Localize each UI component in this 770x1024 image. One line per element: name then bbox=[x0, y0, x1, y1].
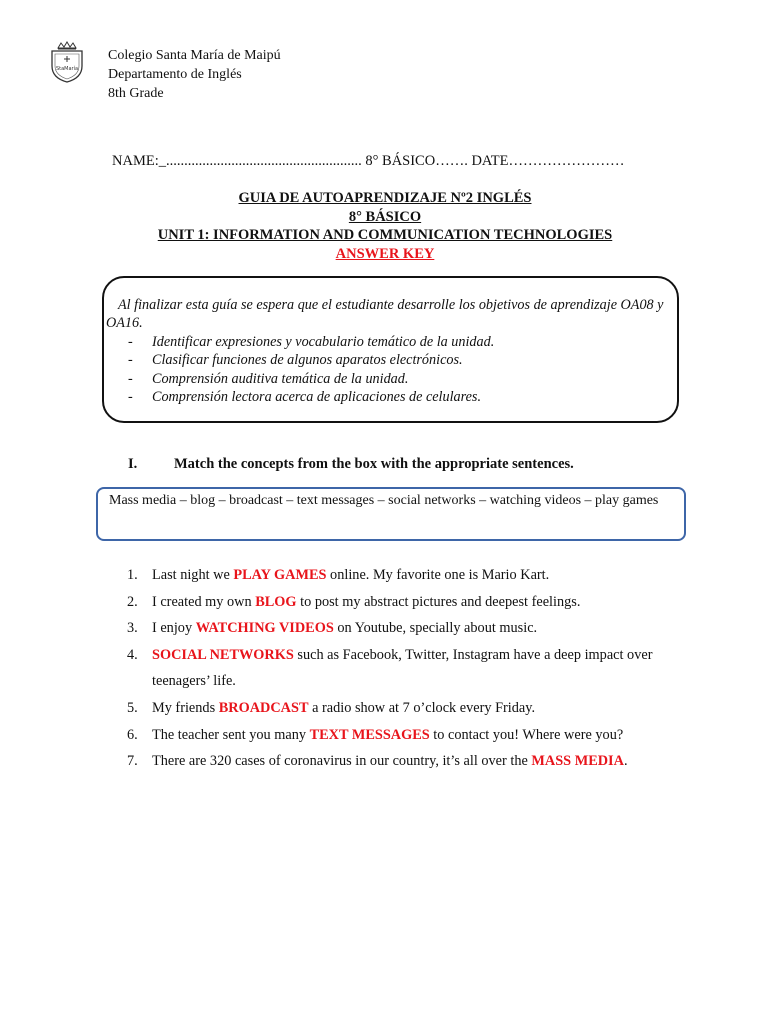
student-info-line: NAME:_...................................................... 8° BÁSICO……. DATE…………………… bbox=[112, 153, 625, 169]
answer-text: BROADCAST bbox=[218, 699, 309, 716]
exercise-sentences bbox=[127, 562, 687, 775]
crest-text: StaMaría bbox=[55, 66, 79, 72]
sentence-text: The teacher sent you many bbox=[152, 726, 310, 743]
objective-item: - Comprensión lectora acerca de aplicaciones de celulares. bbox=[128, 388, 676, 406]
answer-text: WATCHING VIDEOS bbox=[195, 620, 334, 637]
answer-text: TEXT MESSAGES bbox=[309, 726, 430, 743]
sentence-text: online. My favorite one is Mario Kart. bbox=[326, 567, 550, 583]
sentence-text: . bbox=[623, 753, 628, 770]
answer-text: SOCIAL NETWORKS bbox=[152, 646, 294, 663]
sentence-text: on Youtube, specially about music. bbox=[333, 620, 538, 637]
answer-text: MASS MEDIA bbox=[531, 753, 624, 770]
sentence-text: to post my abstract pictures and deepest feelings. bbox=[296, 593, 581, 610]
unit-title: UNIT 1: INFORMATION AND COMMUNICATION TECHNOLOGIES bbox=[157, 227, 613, 243]
objectives-text bbox=[106, 296, 676, 406]
objectives-intro: Al finalizar esta guía se espera que el estudiante desarrolle los objetivos de aprendizaje OA08 y OA16. bbox=[106, 297, 664, 332]
sentence-text: My friends bbox=[152, 699, 219, 716]
school-crest-logo bbox=[48, 40, 86, 84]
section-instruction: Match the concepts from the box with the appropriate sentences. bbox=[174, 456, 574, 472]
sentence-text: Last night we bbox=[152, 567, 234, 583]
word-bank-text: Mass media – blog – broadcast – text messages – social networks – watching videos – play games bbox=[109, 493, 659, 508]
item-number: 4. bbox=[127, 646, 138, 663]
item-number: 6. bbox=[127, 726, 138, 743]
list-item bbox=[127, 748, 687, 775]
list-item bbox=[127, 642, 687, 695]
objective-item: - Comprensión auditiva temática de la unidad. bbox=[128, 370, 676, 388]
item-number: 7. bbox=[127, 753, 138, 770]
sentence-text: a radio show at 7 o’clock every Friday. bbox=[308, 699, 536, 716]
school-header bbox=[108, 46, 281, 103]
list-item bbox=[127, 615, 687, 642]
list-item bbox=[127, 589, 687, 616]
sentence-text: I created my own bbox=[152, 593, 256, 610]
department-name: Departamento de Inglés bbox=[108, 67, 242, 82]
item-number: 3. bbox=[127, 620, 138, 637]
item-number: 1. bbox=[127, 567, 138, 583]
list-item bbox=[127, 562, 687, 589]
objective-item: - Clasificar funciones de algunos aparatos electrónicos. bbox=[128, 351, 676, 369]
item-number: 5. bbox=[127, 699, 138, 716]
course-title: 8° BÁSICO bbox=[348, 208, 422, 225]
item-number: 2. bbox=[127, 593, 138, 610]
sentence-text: to contact you! Where were you? bbox=[429, 726, 624, 743]
list-item bbox=[127, 722, 687, 749]
sentence-text: There are 320 cases of coronavirus in our country, it’s all over the bbox=[152, 753, 532, 770]
section-number: I. bbox=[128, 456, 138, 472]
school-name: Colegio Santa María de Maipú bbox=[108, 48, 281, 63]
grade-label: 8th Grade bbox=[108, 86, 164, 101]
section-1-heading bbox=[128, 456, 574, 473]
document-title bbox=[0, 189, 770, 263]
list-item bbox=[127, 695, 687, 722]
objectives-list bbox=[106, 333, 676, 407]
guide-title: GUIA DE AUTOAPRENDIZAJE Nº2 INGLÉS bbox=[238, 190, 532, 206]
answer-text: BLOG bbox=[255, 593, 297, 610]
sentence-text: I enjoy bbox=[152, 620, 196, 637]
answer-text: PLAY GAMES bbox=[233, 567, 327, 583]
objective-item: - Identificar expresiones y vocabulario temático de la unidad. bbox=[128, 333, 676, 351]
answer-key-label: ANSWER KEY bbox=[335, 245, 435, 262]
sentence-text: such as Facebook, Twitter, Instagram have a deep impact over teenagers’ life. bbox=[152, 646, 653, 690]
